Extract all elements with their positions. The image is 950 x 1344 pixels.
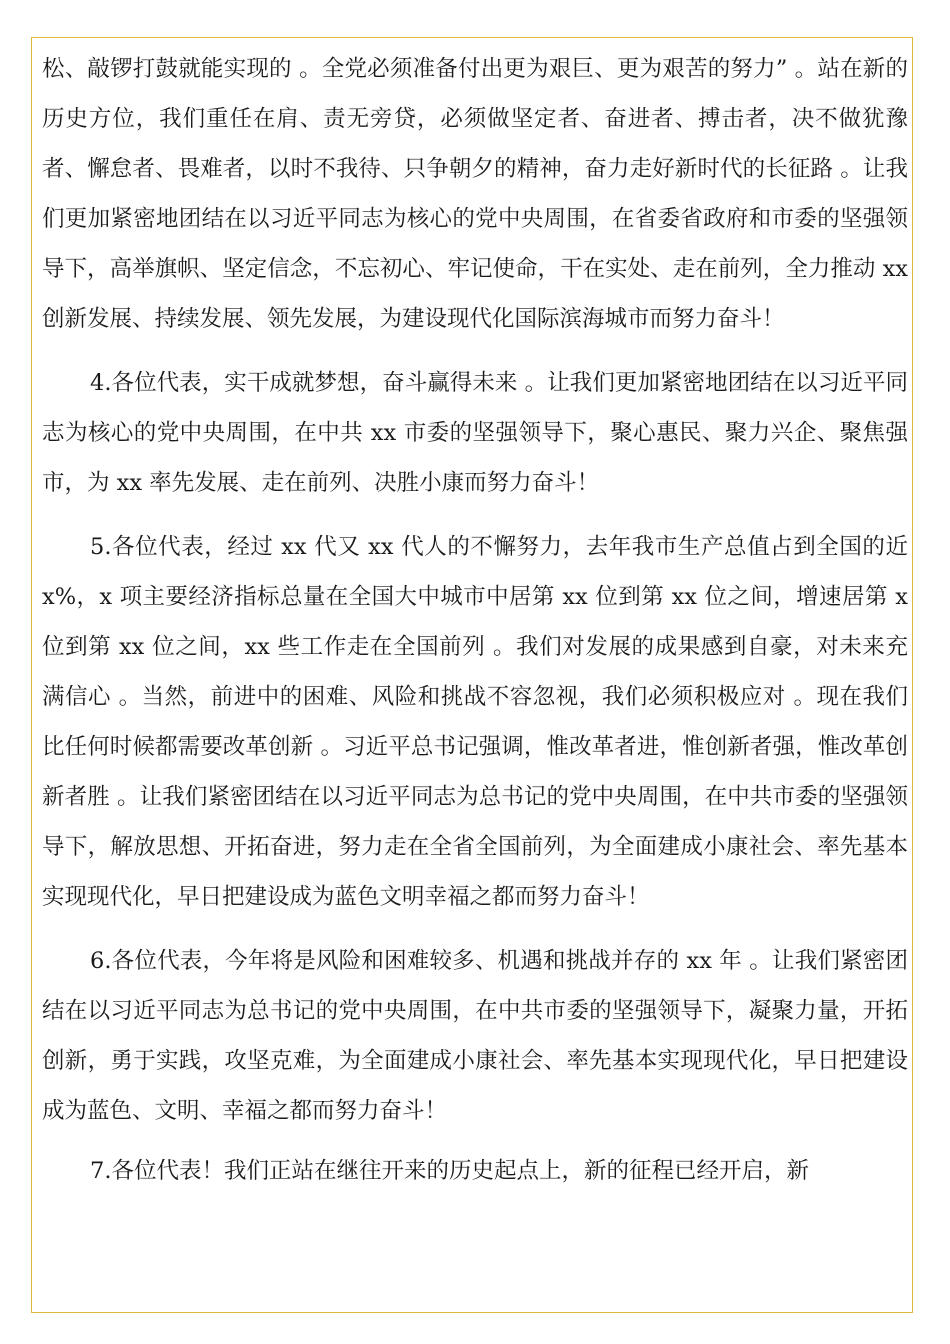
paragraph-7: 7.各位代表！我们正站在继往开来的历史起点上，新的征程已经开启，新 [90,1158,809,1184]
paragraph-6: 6.各位代表，今年将是风险和困难较多、机遇和挑战并存的 xx 年 。让我们紧密团结在以习近平同志为总书记的党中央周围，在中共市委的坚强领导下，凝聚力量，开拓创新，勇于实践，攻坚克难，为全面建成小康社会、率先基本实现现代化，早日把建设成为蓝色、文明、幸福之都而努力奋斗！ [42,948,908,1124]
paragraph-5: 5.各位代表，经过 xx 代又 xx 代人的不懈努力，去年我市生产总值占到全国的近 x%，x 项主要经济指标总量在全国大中城市中居第 xx 位到第 xx 位之间，增速居第 x 位到第 xx 位之间，xx 些工作走在全国前列 。我们对发展的成果感到自豪，对未来充满信心 。当然，前进中的困难、风险和挑战不容忽视，我们必须积极应对 。现在我们比任何时候都需要改革创新 。习近平总书记强调，惟改革者进，惟创新者强，惟改革创新者胜 。让我们紧密团结在以习近平同志为总书记的党中央周围，在中共市委的坚强领导下，解放思想、开拓奋进，努力走在全省全国前列，为全面建成小康社会、率先基本实现现代化，早日把建设成为蓝色文明幸福之都而努力奋斗！ [42,534,908,910]
document-body [42,44,908,1196]
paragraph-continued: 松、敲锣打鼓就能实现的 。全党必须准备付出更为艰巨、更为艰苦的努力” 。站在新的历史方位，我们重任在肩、责无旁贷，必须做坚定者、奋进者、搏击者，决不做犹豫者、懈怠者、畏难者，以时不我待、只争朝夕的精神，奋力走好新时代的长征路 。让我们更加紧密地团结在以习近平同志为核心的党中央周围，在省委省政府和市委的坚强领导下，高举旗帜、坚定信念，不忘初心、牢记使命，干在实处、走在前列，全力推动 xx 创新发展、持续发展、领先发展，为建设现代化国际滨海城市而努力奋斗！ [42,56,908,332]
paragraph-4: 4.各位代表，实干成就梦想，奋斗赢得未来 。让我们更加紧密地团结在以习近平同志为核心的党中央周围，在中共 xx 市委的坚强领导下，聚心惠民、聚力兴企、聚焦强市，为 xx 率先发展、走在前列、决胜小康而努力奋斗！ [42,370,908,496]
